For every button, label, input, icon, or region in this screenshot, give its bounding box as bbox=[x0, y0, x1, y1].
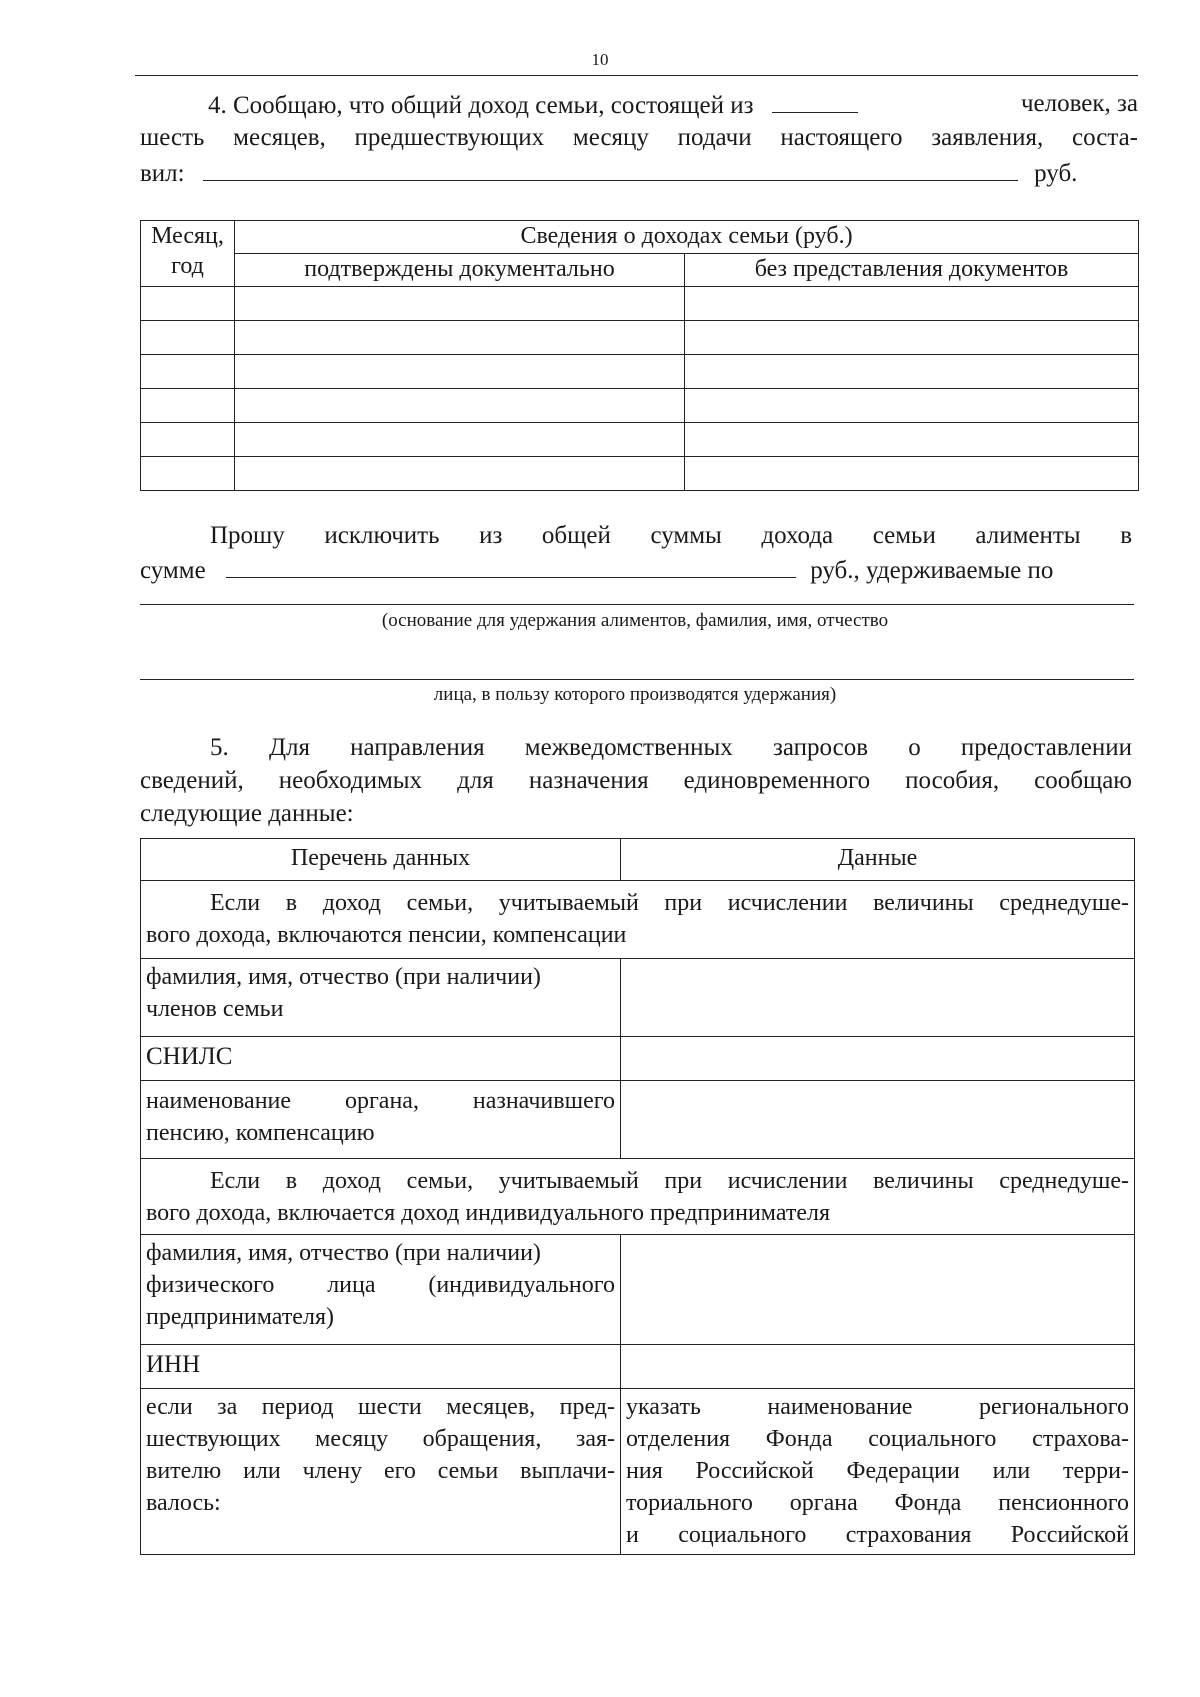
section4-line2: шесть месяцев, предшествующих месяцу подачи настоящего заявления, соста- bbox=[140, 124, 1138, 151]
month-cell[interactable] bbox=[141, 321, 235, 355]
col-month-year bbox=[141, 221, 235, 287]
alimony-line1: Прошу исключить из общей суммы дохода семьи алименты в bbox=[210, 522, 1132, 549]
row-organ-value[interactable] bbox=[621, 1081, 1135, 1159]
group-entrepreneur-heading bbox=[141, 1159, 1135, 1235]
confirmed-cell[interactable] bbox=[235, 321, 685, 355]
row-payments-line1: если за период шести месяцев, пред- bbox=[146, 1394, 615, 1420]
section5-line3: следующие данные: bbox=[140, 800, 354, 827]
row-payments-instr5: и социального страхования Российской bbox=[626, 1522, 1129, 1548]
row-ip-fio-label bbox=[141, 1235, 621, 1345]
table-row bbox=[141, 389, 1139, 423]
rub-label: руб. bbox=[1034, 160, 1078, 187]
alimony-basis-line[interactable] bbox=[140, 604, 1134, 605]
month-cell[interactable] bbox=[141, 423, 235, 457]
table-row bbox=[141, 457, 1139, 491]
col-data-values: Данные bbox=[621, 839, 1135, 881]
table-row bbox=[141, 355, 1139, 389]
section5-line2: сведений, необходимых для назначения единовременного пособия, сообщаю bbox=[140, 767, 1132, 794]
section4-line1-start: 4. Сообщаю, что общий доход семьи, состоящей из bbox=[208, 92, 754, 119]
month-cell[interactable] bbox=[141, 457, 235, 491]
confirmed-cell[interactable] bbox=[235, 457, 685, 491]
row-fio-line2: членов семьи bbox=[146, 996, 284, 1022]
table-row bbox=[141, 423, 1139, 457]
income-table bbox=[140, 220, 1139, 491]
col-confirmed: подтверждены документально bbox=[235, 254, 685, 287]
row-organ-line1: наименование органа, назначившего bbox=[146, 1088, 615, 1114]
row-organ-line2: пенсию, компенсацию bbox=[146, 1120, 375, 1146]
group-pensions-heading bbox=[141, 881, 1135, 959]
unconfirmed-cell[interactable] bbox=[685, 287, 1139, 321]
col-unconfirmed: без представления документов bbox=[685, 254, 1139, 287]
alimony-line2-end: руб., удерживаемые по bbox=[810, 557, 1054, 584]
unconfirmed-cell[interactable] bbox=[685, 423, 1139, 457]
alimony-sum-field[interactable] bbox=[226, 553, 796, 578]
row-payments-line4: валось: bbox=[146, 1490, 221, 1516]
table-row bbox=[141, 321, 1139, 355]
alimony-line2 bbox=[140, 553, 1138, 587]
unconfirmed-cell[interactable] bbox=[685, 355, 1139, 389]
month-cell[interactable] bbox=[141, 287, 235, 321]
row-ip-fio-value[interactable] bbox=[621, 1235, 1135, 1345]
alimony-caption2: лица, в пользу которого производятся удержания) bbox=[433, 684, 837, 705]
alimony-recipient-line[interactable] bbox=[140, 679, 1134, 680]
row-payments-instr1: указать наименование регионального bbox=[626, 1394, 1129, 1420]
row-organ-label bbox=[141, 1081, 621, 1159]
section4-line3-start: вил: bbox=[140, 160, 185, 187]
interagency-data-table bbox=[140, 838, 1135, 1555]
month-cell[interactable] bbox=[141, 355, 235, 389]
table-row bbox=[141, 287, 1139, 321]
row-snils-label: СНИЛС bbox=[141, 1037, 621, 1081]
row-snils-value[interactable] bbox=[621, 1037, 1135, 1081]
col-month-line1: Месяц, bbox=[151, 223, 224, 249]
col-month-line2: год bbox=[171, 253, 204, 279]
col-income-info: Сведения о доходах семьи (руб.) bbox=[235, 221, 1139, 254]
alimony-caption1: (основание для удержания алиментов, фамилия, имя, отчество bbox=[381, 610, 889, 631]
section4-line1 bbox=[208, 88, 1138, 122]
group-pensions-line1: Если в доход семьи, учитываемый при исчислении величины среднедуше- bbox=[210, 890, 1129, 916]
confirmed-cell[interactable] bbox=[235, 287, 685, 321]
row-payments-line3: вителю или члену его семьи выплачи- bbox=[146, 1458, 615, 1484]
row-fio-members-label bbox=[141, 959, 621, 1037]
row-ip-line3: предпринимателя) bbox=[146, 1304, 334, 1330]
row-payments-instr2: отделения Фонда социального страхова- bbox=[626, 1426, 1129, 1452]
confirmed-cell[interactable] bbox=[235, 355, 685, 389]
total-income-field[interactable] bbox=[203, 156, 1018, 181]
row-payments-label bbox=[141, 1389, 621, 1555]
row-payments-value bbox=[621, 1389, 1135, 1555]
confirmed-cell[interactable] bbox=[235, 423, 685, 457]
col-data-list: Перечень данных bbox=[141, 839, 621, 881]
row-payments-instr3: ния Российской Федерации или терри- bbox=[626, 1458, 1129, 1484]
persons-count-field[interactable] bbox=[772, 88, 858, 113]
row-inn-label: ИНН bbox=[141, 1345, 621, 1389]
section5-line1: 5. Для направления межведомственных запросов о предоставлении bbox=[210, 734, 1132, 761]
group-entrepreneur-line1: Если в доход семьи, учитываемый при исчислении величины среднедуше- bbox=[210, 1168, 1129, 1194]
group-entrepreneur-line2: вого дохода, включается доход индивидуального предпринимателя bbox=[146, 1200, 830, 1226]
row-payments-line2: шествующих месяцу обращения, зая- bbox=[146, 1426, 615, 1452]
section4-line1-end: человек, за bbox=[1020, 90, 1138, 117]
unconfirmed-cell[interactable] bbox=[685, 457, 1139, 491]
month-cell[interactable] bbox=[141, 389, 235, 423]
confirmed-cell[interactable] bbox=[235, 389, 685, 423]
unconfirmed-cell[interactable] bbox=[685, 321, 1139, 355]
alimony-sum-label: сумме bbox=[140, 557, 206, 584]
section4-line3 bbox=[140, 156, 1138, 190]
row-ip-line2: физического лица (индивидуального bbox=[146, 1272, 615, 1298]
unconfirmed-cell[interactable] bbox=[685, 389, 1139, 423]
row-ip-line1: фамилия, имя, отчество (при наличии) bbox=[146, 1240, 541, 1266]
row-fio-line1: фамилия, имя, отчество (при наличии) bbox=[146, 964, 541, 990]
row-fio-members-value[interactable] bbox=[621, 959, 1135, 1037]
row-inn-value[interactable] bbox=[621, 1345, 1135, 1389]
page-number: 10 bbox=[591, 50, 609, 69]
header-rule bbox=[135, 75, 1138, 76]
group-pensions-line2: вого дохода, включаются пенсии, компенсации bbox=[146, 922, 627, 948]
row-payments-instr4: ториального органа Фонда пенсионного bbox=[626, 1490, 1129, 1516]
